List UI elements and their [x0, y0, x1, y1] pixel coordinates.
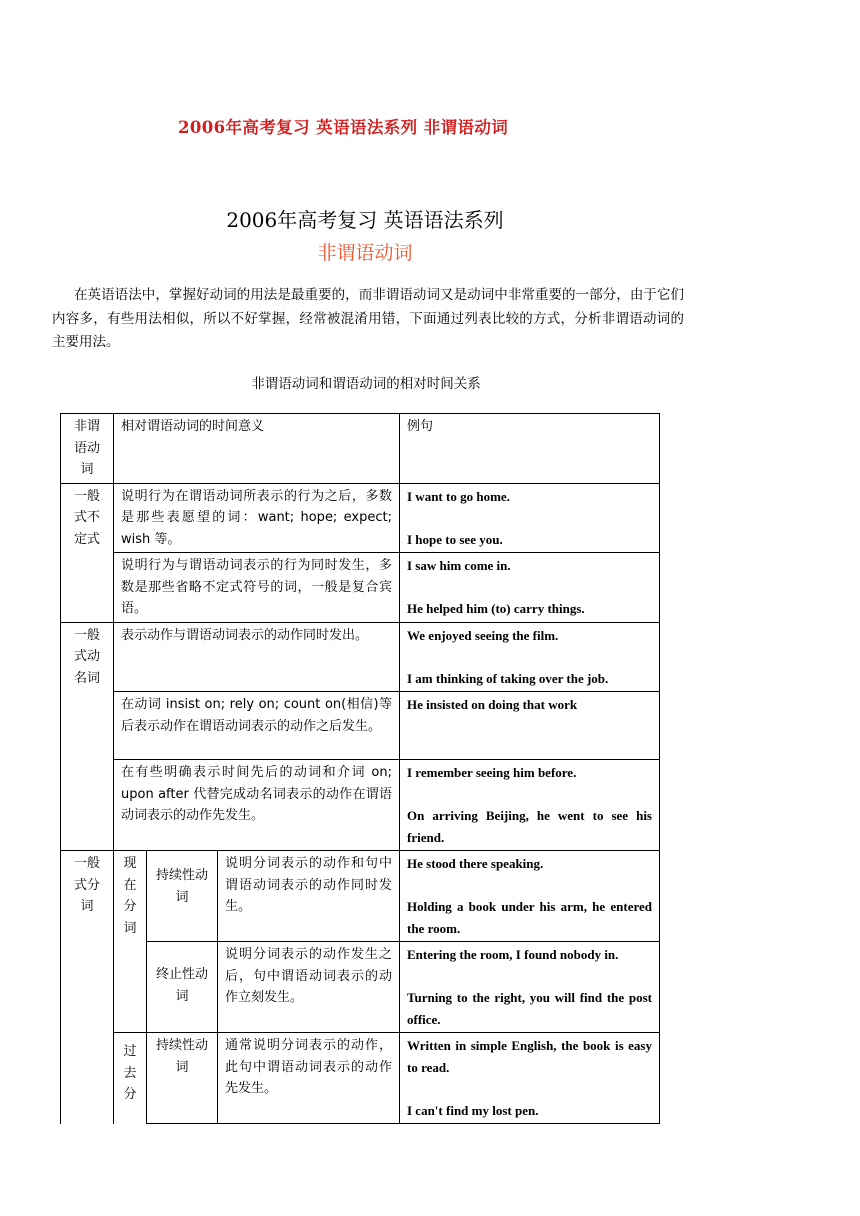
- meaning-cell: 表示动作与谓语动词表示的动作同时发出。: [114, 622, 400, 692]
- example-sentence: Holding a book under his arm, he entered the room.: [407, 899, 652, 936]
- table-row: [61, 942, 660, 1033]
- example-sentence: He stood there speaking.: [407, 856, 544, 871]
- example-cell: [400, 1033, 660, 1124]
- meaning-cell: 说明行为与谓语动词表示的行为同时发生，多数是那些省略不定式符号的词，一般是复合宾语。: [114, 553, 400, 623]
- example-cell: [400, 760, 660, 851]
- page-header: 2006年高考复习 英语语法系列 非谓语动词: [178, 118, 509, 137]
- meaning-cell: 在有些明确表示时间先后的动词和介词 on; upon after 代替完成动名词表示的动作在谓语动词表示的动作先发生。: [114, 760, 400, 851]
- verb-type-cell: 持续性动词: [147, 1033, 218, 1124]
- table-row: [61, 851, 660, 942]
- example-sentence: Written in simple English, the book is easy to read.: [407, 1038, 652, 1075]
- example-sentence: I can't find my lost pen.: [407, 1102, 539, 1118]
- table-row: [61, 760, 660, 851]
- meaning-cell: 说明分词表示的动作和句中谓语动词表示的动作同时发生。: [218, 851, 400, 942]
- header-nonfinite-verb: 非谓语动词: [61, 414, 114, 484]
- table-row: [61, 553, 660, 623]
- example-sentence: He insisted on doing that work: [407, 697, 578, 712]
- table-row: [61, 483, 660, 553]
- table-row: [61, 1033, 660, 1124]
- example-sentence: I am thinking of taking over the job.: [407, 670, 609, 686]
- example-cell: [400, 483, 660, 553]
- category-participle: 一般式分词: [61, 851, 114, 1124]
- example-sentence: I want to go home.: [407, 488, 510, 504]
- example-sentence: I saw him come in.: [407, 558, 511, 573]
- example-sentence: On arriving Beijing, he went to see his friend.: [407, 808, 652, 845]
- header-time-meaning: 相对谓语动词的时间意义: [114, 414, 400, 484]
- example-cell: [400, 851, 660, 942]
- verb-type-cell: 终止性动词: [147, 942, 218, 1033]
- example-sentence: Turning to the right, you will find the post office.: [407, 990, 652, 1027]
- example-sentence: Entering the room, I found nobody in.: [407, 947, 619, 962]
- meaning-cell: 说明行为在谓语动词所表示的行为之后，多数是那些表愿望的词：want; hope; expect; wish 等。: [114, 483, 400, 553]
- example-cell: [400, 622, 660, 692]
- meaning-cell: 说明分词表示的动作发生之后，句中谓语动词表示的动作立刻发生。: [218, 942, 400, 1033]
- example-cell: [400, 553, 660, 623]
- table-header-row: [61, 414, 660, 484]
- example-sentence: I hope to see you.: [407, 531, 503, 547]
- meaning-cell: 通常说明分词表示的动作，此句中谓语动词表示的动作先发生。: [218, 1033, 400, 1124]
- document-subtitle: 非谓语动词: [317, 242, 413, 264]
- example-sentence: I remember seeing him before.: [407, 765, 577, 780]
- example-sentence: He helped him (to) carry things.: [407, 601, 585, 616]
- header-examples: 例句: [400, 414, 660, 484]
- table-caption: 非谓语动词和谓语动词的相对时间关系: [251, 376, 481, 392]
- grammar-table: [60, 413, 660, 1124]
- category-gerund: 一般式动名词: [61, 622, 114, 851]
- table-row: [61, 692, 660, 760]
- verb-type-cell: 持续性动词: [147, 851, 218, 942]
- table-row: [61, 622, 660, 692]
- example-cell: [400, 942, 660, 1033]
- category-infinitive: 一般式不定式: [61, 483, 114, 622]
- example-sentence: We enjoyed seeing the film.: [407, 627, 559, 643]
- subcategory-present-participle: 现在分词: [114, 851, 147, 1033]
- intro-paragraph: 在英语语法中，掌握好动词的用法是最重要的，而非谓语动词又是动词中非常重要的一部分，由于它们内容多，有些用法相似，所以不好掌握，经常被混淆用错，下面通过列表比较的方式，分析非谓语动词的主要用法。: [52, 287, 684, 350]
- example-cell: [400, 692, 660, 760]
- meaning-cell: 在动词 insist on; rely on; count on(相信)等后表示动作在谓语动词表示的动作之后发生。: [114, 692, 400, 760]
- document-title: 2006年高考复习 英语语法系列: [226, 208, 504, 232]
- subcategory-past-participle: 过去分: [114, 1033, 147, 1124]
